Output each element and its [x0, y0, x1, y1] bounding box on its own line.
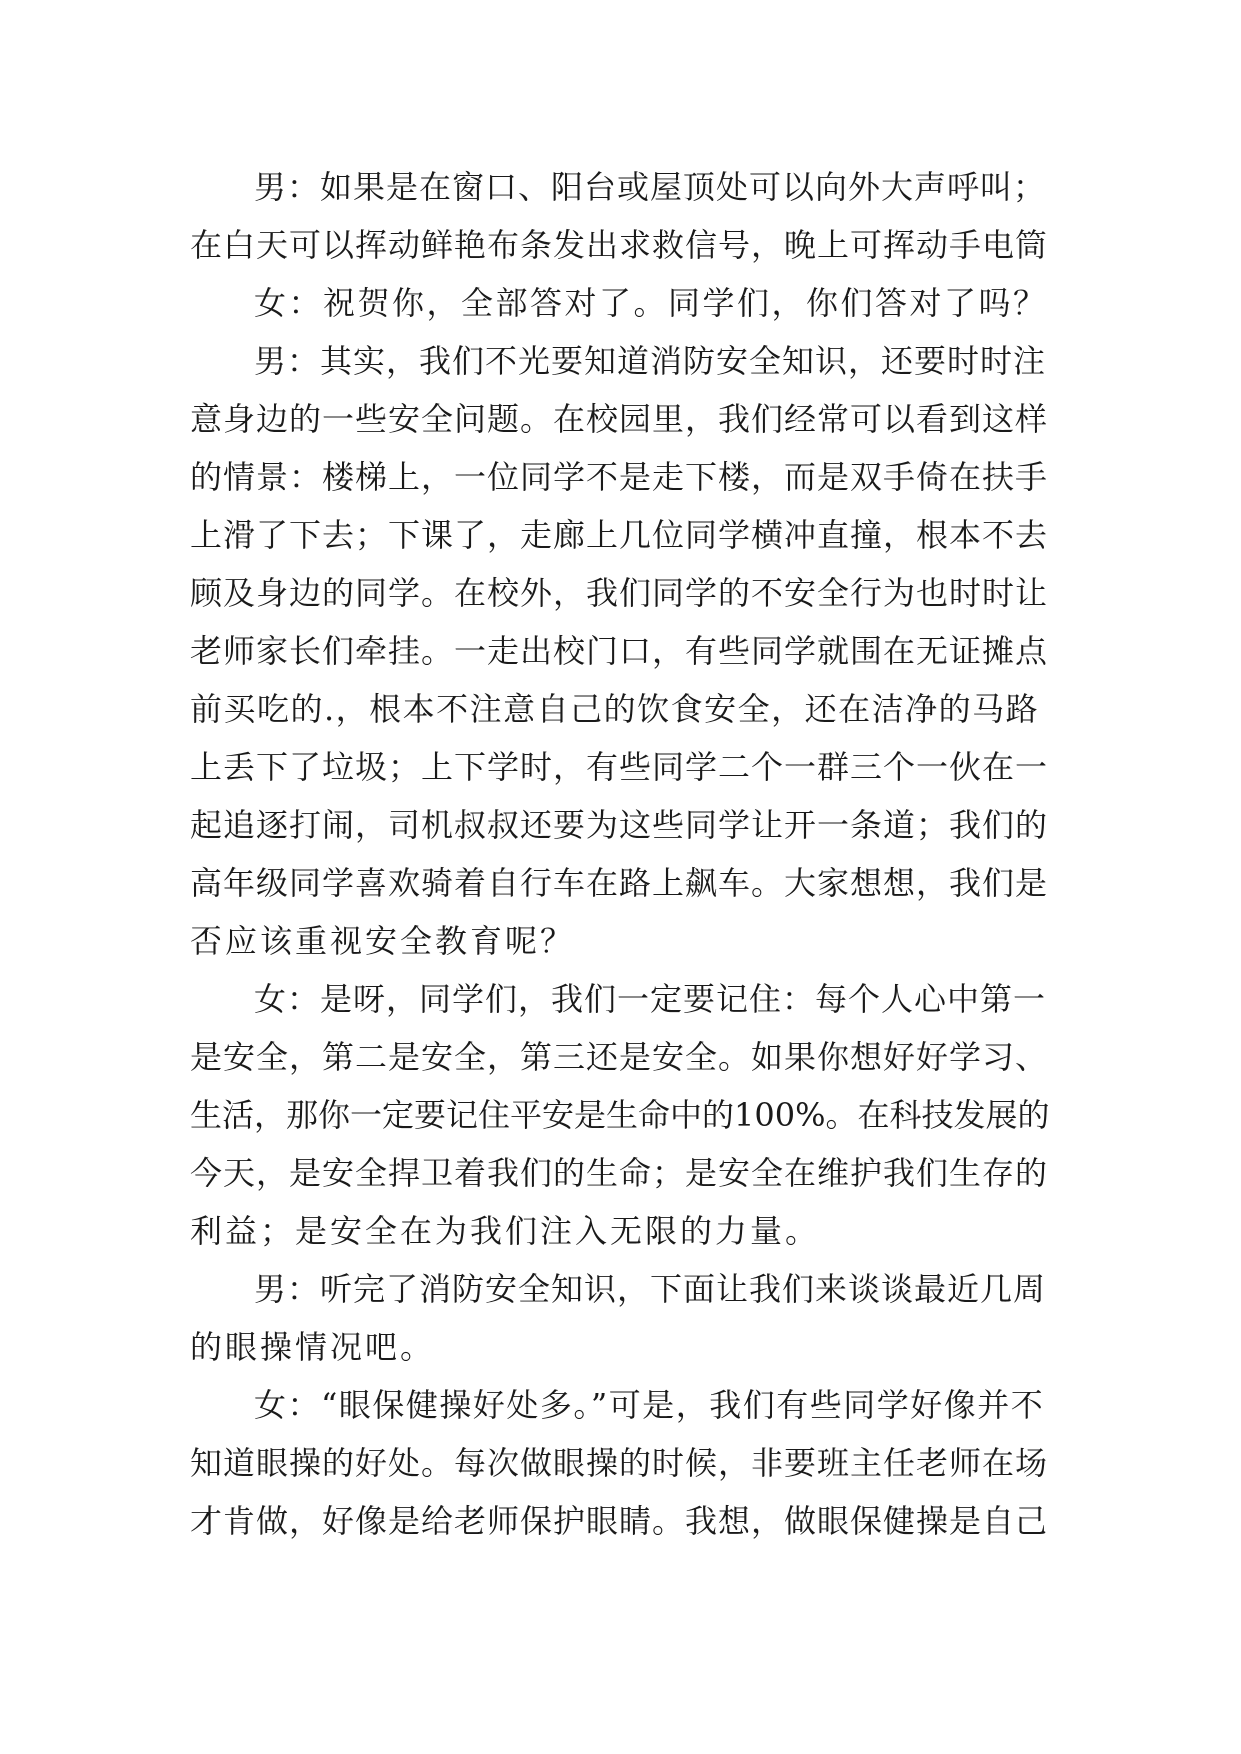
text-line: 否应该重视安全教育呢？: [190, 922, 576, 960]
text-line: 利益；是安全在为我们注入无限的力量。: [190, 1212, 821, 1250]
text-line: 高年级同学喜欢骑着自行车在路上飙车。大家想想，我们是: [190, 864, 1049, 902]
text-line: 上滑了下去；下课了，走廊上几位同学横冲直撞，根本不去: [190, 516, 1049, 554]
text-line: 男：其实，我们不光要知道消防安全知识，还要时时注: [254, 342, 1047, 380]
text-line: 才肯做，好像是给老师保护眼睛。我想，做眼保健操是自己: [190, 1502, 1049, 1540]
text-line: 意身边的一些安全问题。在校园里，我们经常可以看到这样: [190, 400, 1049, 438]
text-line: 的情景：楼梯上，一位同学不是走下楼，而是双手倚在扶手: [190, 458, 1049, 496]
text-line: 老师家长们牵挂。一走出校门口，有些同学就围在无证摊点: [190, 632, 1049, 670]
text-line: 在白天可以挥动鲜艳布条发出求救信号，晚上可挥动手电筒: [190, 226, 1049, 264]
text-line: 今天，是安全捍卫着我们的生命；是安全在维护我们生存的: [190, 1154, 1049, 1192]
text-line: 女：“眼保健操好处多。”可是，我们有些同学好像并不: [254, 1386, 1045, 1424]
text-line: 是安全，第二是安全，第三还是安全。如果你想好好学习、: [190, 1038, 1049, 1076]
text-line: 上丢下了垃圾；上下学时，有些同学二个一群三个一伙在一: [190, 748, 1049, 786]
text-line: 女：是呀，同学们，我们一定要记住：每个人心中第一: [254, 980, 1047, 1018]
text-line: 顾及身边的同学。在校外，我们同学的不安全行为也时时让: [190, 574, 1049, 612]
text-line: 起追逐打闹，司机叔叔还要为这些同学让开一条道；我们的: [190, 806, 1049, 844]
document-body: [190, 158, 1050, 1550]
text-line: 男：听完了消防安全知识，下面让我们来谈谈最近几周: [254, 1270, 1047, 1308]
text-line: 的眼操情况吧。: [190, 1328, 436, 1366]
text-line: 知道眼操的好处。每次做眼操的时候，非要班主任老师在场: [190, 1444, 1049, 1482]
text-line: 女：祝贺你，全部答对了。同学们，你们答对了吗？: [254, 284, 1048, 322]
text-line: 前买吃的.，根本不注意自己的饮食安全，还在洁净的马路: [190, 690, 1040, 728]
text-line: 男：如果是在窗口、阳台或屋顶处可以向外大声呼叫；: [254, 168, 1047, 206]
text-line: 生活，那你一定要记住平安是生命中的100%。在科技发展的: [190, 1096, 1050, 1134]
